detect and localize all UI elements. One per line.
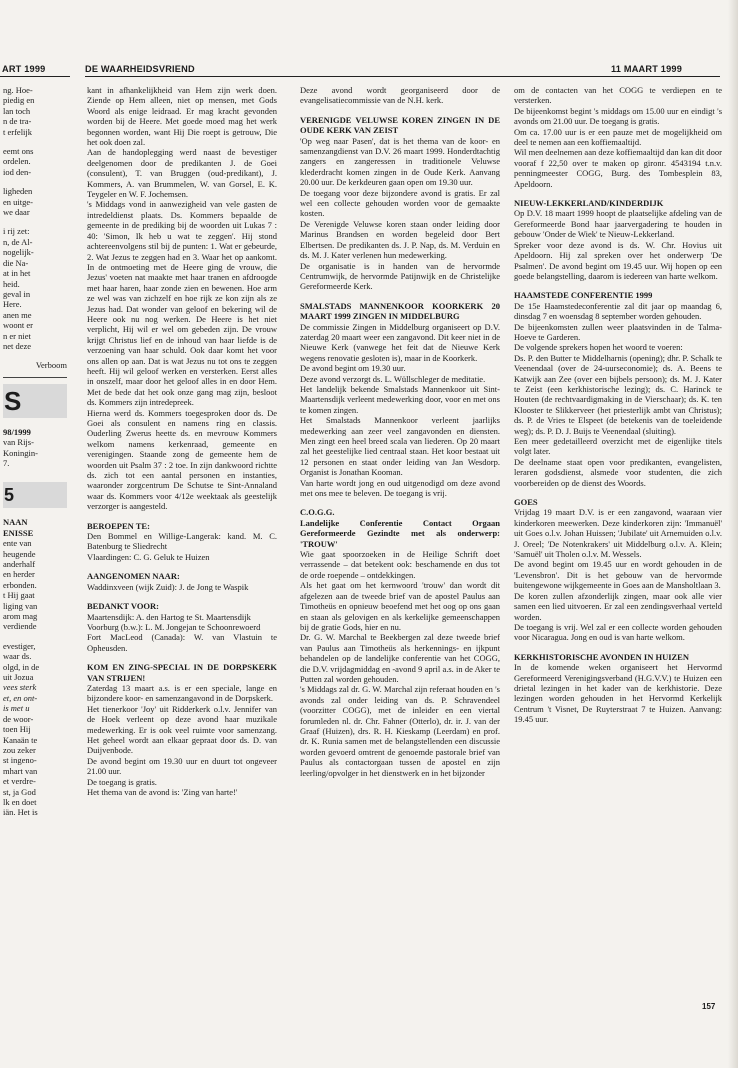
section-heading: KOM EN ZING-SPECIAL IN DE DORPSKERK VAN STRIJEN! [87,662,277,683]
cutoff-line: net deze [3,340,32,351]
list-item: Maartensdijk: A. den Hartog te St. Maartensdijk [87,611,251,622]
article-paragraph: In de komende weken organiseert het Hervormd Gereformeerd Verenigingsverband (H.G.V.V.) te Huizen een drietal lezingen in het kader van de kerkhistorie. Deze lezingen worden gehouden in het Hervormd Kerkelijk Centrum 't Visnet, De Ruyterstraat 7 te Huizen. Aanvang: 19.45 uur. [514,662,722,725]
cutoff-line: lk en doet [3,796,37,807]
section-heading: SMALSTADS MANNENKOOR KOORKERK 20 MAART 1999 ZINGEN IN MIDDELBURG [300,300,500,322]
cutoff-line: piedig en [3,95,35,106]
article-paragraph: Om ca. 17.00 uur is er een pauze met de mogelijkheid om deel te nemen aan een koffiemaaltijd. [514,126,722,148]
cutoff-line: erbonden. [3,579,37,590]
cutoff-line: iän. Het is [3,807,38,818]
section-heading: AANGENOMEN NAAR: [87,571,180,582]
section-heading: BEDANKT VOOR: [87,601,160,612]
article-paragraph: Wie gaat spoorzoeken in de Heilige Schrift doet verrassende – dat betekent ook: beschamende en dus tot de orde roepende – ontdekkingen. [300,549,500,580]
cutoff-line: verdiende [3,621,37,632]
cutoff-line: ng. Hoe- [3,85,33,95]
article-paragraph: Als het gaat om het kernwoord 'trouw' dan wordt dit afgelezen aan de tweede brief van de apostel Paulus aan Timotheüs en opnieuw beoefend met het oog op ons gaan en staan als gelovigen en als kerkelijke gemeenschappen bij de gratie Gods, hier en nu. [300,580,500,632]
page-number: 157 [702,1002,716,1011]
cutoff-line: toen Hij [3,724,31,735]
header-date: 11 MAART 1999 [611,64,683,74]
cutoff-line: anderhalf [3,559,36,569]
publication-title: DE WAARHEIDSVRIEND [85,64,195,74]
article-paragraph: Het thema van de avond is: 'Zing van harte!' [87,787,238,797]
cutoff-line: st, ja God [3,786,36,797]
page-edge-shadow [728,0,738,1068]
article-paragraph: De toegang is gratis. [87,776,157,787]
article-paragraph: om de contacten van het COGG te verdiepen en te versterken. [514,85,722,106]
cutoff-line: st ingeno- [3,755,37,766]
cutoff-line: n, de Al- [3,236,33,247]
cutoff-line: ente van [3,538,32,549]
cutoff-heading: NAAN [3,517,28,528]
article-paragraph: De deelname staat open voor predikanten, evangelisten, leraren godsdienst, alsmede voor studenten, die zich voorbereiden op de dienst des Woords. [514,456,722,488]
article-paragraph: Het landelijk bekende Smalstads Mannenkoor uit Sint-Maartensdijk verleent medewerking door, voor en met ons te komen zingen. [300,383,500,415]
cutoff-line: geval in [3,288,31,299]
cutoff-line: heugende [3,548,36,559]
article-paragraph: Spreker voor deze avond is ds. W. Chr. Hovius uit Apeldoorn. Hij zal spreken over het onderwerp 'De Psalmen'. De avond begint om 19.45 uur. Wij hopen op een goede belangstelling, daarom is iedereen van harte welkom. [514,239,722,281]
cutoff-line: lan toch [3,105,31,116]
cutoff-line: evestiger, [3,640,36,651]
article-paragraph: 'Op weg naar Pasen', dat is het thema van de koor- en samenzangdienst van D.V. 26 maart 1999. Honderdtachtig zangers en zangeressen in traditionele Veluwse klederdracht komen zingen in de Oude Kerk. Aanvang 20.00 uur. De kerkdeuren gaan open om 19.30 uur. [300,135,500,188]
article-paragraph: De avond begint om 19.30 uur en duurt tot ongeveer 21.00 uur. [87,755,277,777]
article-paragraph: Een meer gedetailleerd overzicht met de eigenlijke titels volgt later. [514,436,722,457]
cutoff-line: olgd, in de [3,661,40,672]
article-paragraph: 's Middags zal dr. G. W. Marchal zijn referaat houden en 's avonds zal onder leiding van ds. P. Schravendeel (voorzitter COGG), met de inleider en een viertal forumleden nl. dr. Chr. Fahner (Otterlo), dr. ir. J. van der Graaf (Huizen), drs. R. H. Kieskamp (Leerdam) en prof. dr. K. Runia samen met de belangstellenden een discussie worden gevoerd omtrent de genoemde pastorale brief van Paulus als contactorgaan tussen de apostel en zijn leerling/opvolger in het dienstwerk en in het bijzonder [300,684,500,778]
article-paragraph: De bijeenkomst begint 's middags om 15.00 uur en eindigt 's avonds om 21.00 uur. De toegang is gratis. [514,105,722,127]
cutoff-line: t erfelijk [3,126,33,137]
cutoff-line: et, en ont- [3,692,38,703]
article-paragraph: kant in afhankelijkheid van Hem zijn werk doen. Ziende op Hem alleen, niet op mensen, met Gods Woord als enige leidraad. Er mag kracht gevonden worden bij de Heere. Met goede moed mag het werk begonnen worden, want Hij Die roept is getrouw, Die het ook doen zal. [87,85,277,148]
section-heading: GOES [514,497,538,508]
article-paragraph: Wil men deelnemen aan deze koffiemaaltijd dan kan dit door vooraf f 22,50 over te maken op gironr. 4543194 t.n.v. penningmeester COGG, Burg. des Tombesplein 83, Apeldoorn. [514,147,722,189]
article-paragraph: De commissie Zingen in Middelburg organiseert op D.V. zaterdag 20 maart weer een zangavond. Dit keer niet in de Nieuwe Kerk (vanwege het feit dat de Nieuwe Kerk wegens renovatie gesloten is), maar in de Koorkerk. [300,321,500,363]
section-heading: HAAMSTEDE CONFERENTIE 1999 [514,290,653,301]
section-subheading: Landelijke Conferentie Contact Orgaan Gereformeerde Gezindte met als onderwerp: 'TROUW' [300,517,500,549]
column-1 [87,85,277,965]
cutoff-line: Here. [3,299,22,310]
list-item: Voorburg (b.w.): L. M. Jongejan te Schoonrewoerd [87,621,261,632]
cutoff-line: heid. [3,278,20,289]
cutoff-line: mhart van [3,765,38,776]
cutoff-line: is met u [3,703,30,714]
article-paragraph: Ds. P. den Butter te Middelharnis (opening); dhr. P. Schalk te Veenendaal (over de 24-uurseconomie); ds. A. Beens te Katwijk aan Zee (over een bijbels persoon); ds. M. J. Kater te Zeist (een kerkhistorische lezing); ds. C. Harinck te Houten (de rechtvaardigmaking in de Vierschaar); ds. K. ten Klooster te Slikkerveer (het priesterlijk ambt van Christus); ds. P. de Vries te Elspeet (de betekenis van de toeleidende weg); ds. P. D. J. Buijs te Veenendaal (sluiting). [514,352,722,436]
section-heading: C.O.G.G. [300,507,335,518]
article-paragraph: Deze avond verzorgt ds. L. Wüllschleger de meditatie. [300,373,486,384]
cutoff-line: zou zeker [3,744,36,755]
column-2 [300,85,500,965]
cutoff-line: arom mag [3,611,38,622]
cutoff-author: Verboom [35,360,67,371]
cutoff-line: die Na- [3,257,29,268]
cutoff-line: woont er [3,320,33,331]
article-paragraph: Zaterdag 13 maart a.s. is er een speciale, lange en bijzondere koor- en samenzangavond in de Dorpskerk. [87,682,277,704]
cutoff-line: at in het [3,268,31,279]
article-paragraph: De toegang voor deze bijzondere avond is gratis. Er zal wel een collecte gehouden worden voor de gemaakte kosten. [300,187,500,219]
article-paragraph: De organisatie is in handen van de hervormde Centrumwijk, de hervormde Patijnwijk en de Christelijke Gereformeerde Kerk. [300,260,500,292]
cutoff-line: n de tra- [3,116,32,127]
article-paragraph: Op D.V. 18 maart 1999 hoopt de plaatselijke afdeling van de Gereformeerde Bond haar jaarvergadering te houden in gebouw 'Onder de Wiek' te Nieuw-Lekkerland. [514,208,722,240]
cutoff-line: Koningin- [3,447,38,458]
section-heading: BEROEPEN TE: [87,520,150,531]
article-paragraph: 's Middags vond in aanwezigheid van vele gasten de intredeldienst plaats. Ds. Kommers bepaalde de gemeente in de prediking bij de woorden uit Lukas 7 : 40: 'Simon, Ik heb u wat te zeggen'. Hij stond achtereenvolgens stil bij de punten: 1. Wat er gebeurde, 2. Wat Jezus te zeggen had en 3. Waar het op aankomt. In de ontmoeting met de Heere ging de vrouw, die Jezus' voeten nat maakte met haar tranen en afdroogde met haar haren, haar zonde zien en bewenen. Hoe arm ze wel was van zichzelf en hoe rijk ze kon zijn als ze Jezus had. Dat wonder van geloof en bekering wil de Heere ook nu nog werken. De Heere is het niet verplicht, Hij wil er wel om gebeden zijn. De vrouw krijgt Christus lief en de inhoud van haar liefde is de verzoening van haar schuld. Ook daar komt het voor ons allen op aan. Dat is wat Jezus nu tot ons te zeggen heeft. Hij wil geloof werken en versterken. Eerst alles in onszelf, maar door het geloof alles in en door Hem. Met de bede dat het ook onze gang mag zijn, besloot ds. Kommers zijn intredepreek. [87,199,277,408]
header-left-date: ART 1999 [2,64,46,74]
cutoff-box-heading: S [3,384,67,418]
cutoff-line: iod den- [3,166,32,177]
article-paragraph: De koren zullen afzonderlijk zingen, maar ook alle vier samen een lied uitvoeren. Er zal een zendingsverhaal verteld worden. [514,590,722,622]
header-rule-left [0,76,70,77]
cutoff-line: nogelijk- [3,247,34,258]
article-paragraph: De Verenigde Veluwse koren staan onder leiding door Marinus Brandsen en worden begeleid door Bert Elbertsen. De predikanten ds. J. P. Nap, ds. M. Verduin en ds. M. J. Kater verlenen hun medewerking. [300,218,500,261]
article-paragraph: De 15e Haamstedeconferentie zal dit jaar op maandag 6, dinsdag 7 en woensdag 8 september worden gehouden. [514,300,722,322]
article-paragraph: Vrijdag 19 maart D.V. is er een zangavond, waaraan vier kinderkoren meewerken. Deze kinderkoren zijn: 'Immanuël' uit Goes o.l.v. Johan Huissen; 'Jubilate' uit Arnemuiden o.l.v. J. Oreel; 'De Notenkrakers' uit Middelburg o.l.v. A. Klein; 'Samuël' uit Tholen o.l.v. M. Wessels. [514,507,722,560]
cutoff-heading: ENISSE [3,527,34,538]
cutoff-line: eemt ons [3,146,34,157]
article-paragraph: De avond begint om 19.45 uur en wordt gehouden in de 'Levensbron'. Dit is het gebouw van de hervormde buitengewone wijkgemeente in Goes aan de Mansholtlaan 3. [514,559,722,591]
list-item: Fort MacLeod (Canada): W. van Vlastuin te Opheusden. [87,632,277,653]
article-paragraph: Hierna werd ds. Kommers toegesproken door ds. De Goei als consulent en namens ring en classis. Ouderling Zwerus heette ds. en mevrouw Kommers welkom namens kerkenraad, gemeente en verenigingen. Staande zong de gemeente hem de woorden uit Psalm 37 : 2 toe. In zijn dankwoord richtte ds. zich tot een aantal personen en instanties, waaronder zorgcentrum De Schutse te Sint-Annaland waar ds. Kommers voor 4/12e weektaak als geestelijk verzorger is aangesteld. [87,407,277,512]
cutoff-line: Kanaän te [3,734,38,745]
article-paragraph: Het tienerkoor 'Joy' uit Ridderkerk o.l.v. Jennifer van de Hoek verleent op deze avond haar muzikale medewerking. Er is ook veel ruimte voor samenzang. Het geheel wordt aan elkaar gepraat door ds. D. van Duijvenbode. [87,703,277,756]
article-paragraph: Het Smalstads Mannenkoor verleent jaarlijks medewerking aan zeer veel zangavonden en diensten. Men zingt een heel breed scala van liederen. Op 20 maart zal het geestelijke lied centraal staan. Het koor bestaat uit 12 personen en staat onder leiding van Jan Wesdorp. Organist is Jonathan Kooman. [300,415,500,478]
cutoff-line: anen me [3,309,32,320]
list-item: Vlaardingen: C. G. Geluk te Huizen [87,551,210,562]
article-paragraph: De avond begint om 19.30 uur. [300,363,406,374]
cutoff-line: vees sterk [3,682,37,693]
cutoff-box-heading: 5 [3,482,67,508]
header-rule [85,76,720,77]
cutoff-line: waar ds. [3,651,32,662]
cutoff-line: 7. [3,457,10,468]
cutoff-line: liging van [3,600,38,611]
cutoff-line: ligheden [3,186,33,197]
cutoff-line: en uitge- [3,196,33,207]
section-heading: NIEUW-LEKKERLAND/KINDERDIJK [514,198,664,209]
section-heading: KERKHISTORISCHE AVONDEN IN HUIZEN [514,651,689,662]
list-item: Waddinxveen (wijk Zuid): J. de Jong te Waspik [87,581,249,592]
article-paragraph: Dr. G. W. Marchal te Beekbergen zal deze tweede brief van Paulus aan Timotheüs als herkennings- en ijkpunt behandelen op de landelijke conferentie van het COGG, die D.V. vrijdagmiddag en -avond 9 april a.s. in de Aker te Putten zal worden gehouden. [300,632,500,684]
cutoff-line: de woor- [3,713,34,724]
divider [3,377,67,378]
cutoff-line: en herder [3,569,35,580]
cutoff-line: uit Jozua [3,672,34,683]
article-paragraph: Van harte wordt jong en oud uitgenodigd om deze avond met ons mee te beleven. De toegang is vrij. [300,477,500,499]
column-3 [514,85,722,965]
article-paragraph: Aan de handoplegging werd naast de bevestiger deelgenomen door de predikanten J. de Goei (consulent), T. van Bruggen (oud-predikant), J. Kommers, A. van Brummelen, W. van Gorsel, E. K. Teygeler en W. F. Jochemsen. [87,147,277,200]
list-item: Den Bommel en Willige-Langerak: kand. M. C. Batenburg te Sliedrecht [87,531,277,552]
cutoff-line: van Rijs- [3,437,34,448]
cutoff-line: i rij zet: [3,226,30,237]
section-heading: VERENIGDE VELUWSE KOREN ZINGEN IN DE OUDE KERK VAN ZEIST [300,114,500,136]
cutoff-line: n er niet [3,330,31,341]
cutoff-line: 98/1999 [3,426,31,437]
article-paragraph: De bijeenkomsten zullen weer plaatsvinden in de Talma-Hoeve te Garderen. [514,321,722,342]
article-paragraph: De toegang is vrij. Wel zal er een collecte worden gehouden voor Nicaragua. Jong en oud is van harte welkom. [514,621,722,643]
column-cut-off [3,85,67,965]
cutoff-line: we daar [3,207,30,218]
cutoff-line: ordelen. [3,156,31,167]
cutoff-line: et verdre- [3,776,36,787]
article-paragraph: De volgende sprekers hopen het woord te voeren: [514,342,683,353]
cutoff-line: t Hij gaat [3,590,35,601]
article-paragraph: Deze avond wordt georganiseerd door de evangelisatiecommissie van de N.H. kerk. [300,85,500,106]
